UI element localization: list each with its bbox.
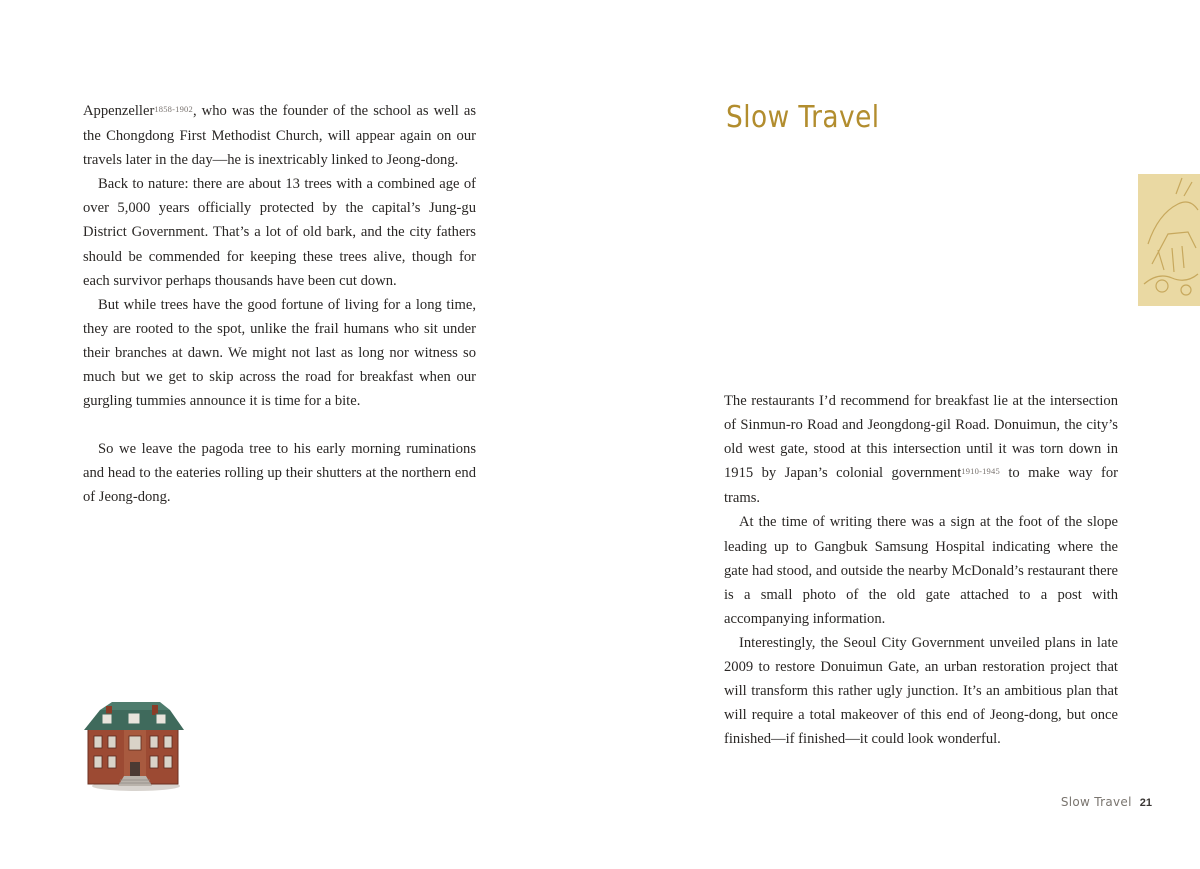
page-number: 21 bbox=[1139, 797, 1152, 809]
page-footer bbox=[1032, 794, 1152, 810]
left-text-column bbox=[83, 99, 476, 510]
paragraph-text: , who was the founder of the school as well as the Chongdong First Methodist Church, will appear again on our travels later in the day—he is inextricably linked to Jeong-dong. bbox=[83, 103, 476, 169]
brick-building-illustration bbox=[80, 700, 190, 792]
running-title: Slow Travel bbox=[1060, 795, 1132, 809]
chapter-title: Slow Travel bbox=[726, 100, 880, 135]
right-text-column bbox=[724, 389, 1118, 751]
paragraph-text: to make way for trams. bbox=[724, 465, 1118, 507]
paragraph-appenzeller bbox=[83, 99, 476, 172]
date-superscript: 1910-1945 bbox=[961, 466, 1000, 477]
right-page bbox=[600, 0, 1200, 869]
paragraph-restore-gate: Interestingly, the Seoul City Government unveiled plans in late 2009 to restore Donuimun Gate, an urban restoration project that will transform this rather ugly junction. It’s an ambitious plan that will require a total makeover of this end of Jeong-dong, but once finished—if finished—it could look wonderful. bbox=[724, 634, 1118, 748]
paragraph-restaurants-breakfast bbox=[724, 389, 1118, 510]
paragraph-text: The restaurants I’d recommend for breakfast lie at the intersection of Sinmun-ro Road and Jeongdong-gil Road. Donuimun, the city’s old west gate, stood at this intersection until it was torn down in 1915 by Japan’s colonial government bbox=[724, 393, 1118, 482]
paragraph-sign-slope: At the time of writing there was a sign at the foot of the slope leading up to Gangbuk Samsung Hospital indicating where the gate had stood, and outside the nearby McDonald’s restaurant there is a small photo of the old gate attached to a post with accompanying information. bbox=[724, 514, 1118, 627]
date-superscript: 1858-1902 bbox=[154, 104, 193, 114]
chapter-side-tab bbox=[1138, 174, 1200, 306]
paragraph-text: Appenzeller bbox=[83, 103, 155, 119]
paragraph-leave-pagoda-tree: So we leave the pagoda tree to his early morning ruminations and head to the eateries rolling up their shutters at the northern end of Jeong-dong. bbox=[83, 441, 476, 506]
side-tab-sketch-illustration bbox=[1138, 174, 1200, 306]
paragraph-trees-good-fortune: But while trees have the good fortune of living for a long time, they are rooted to the spot, unlike the frail humans who sit under their branches at dawn. We might not last as long nor witness so much but we get to skip across the road for breakfast when our gurgling tummies announce it is time for a bite. bbox=[83, 296, 476, 410]
paragraph-back-to-nature: Back to nature: there are about 13 trees with a combined age of over 5,000 years officially protected by the capital’s Jung-gu District Government. That’s a lot of old bark, and the city fathers should be commended for keeping these trees alive, though for each survivor perhaps thousands have been cut down. bbox=[83, 176, 476, 289]
